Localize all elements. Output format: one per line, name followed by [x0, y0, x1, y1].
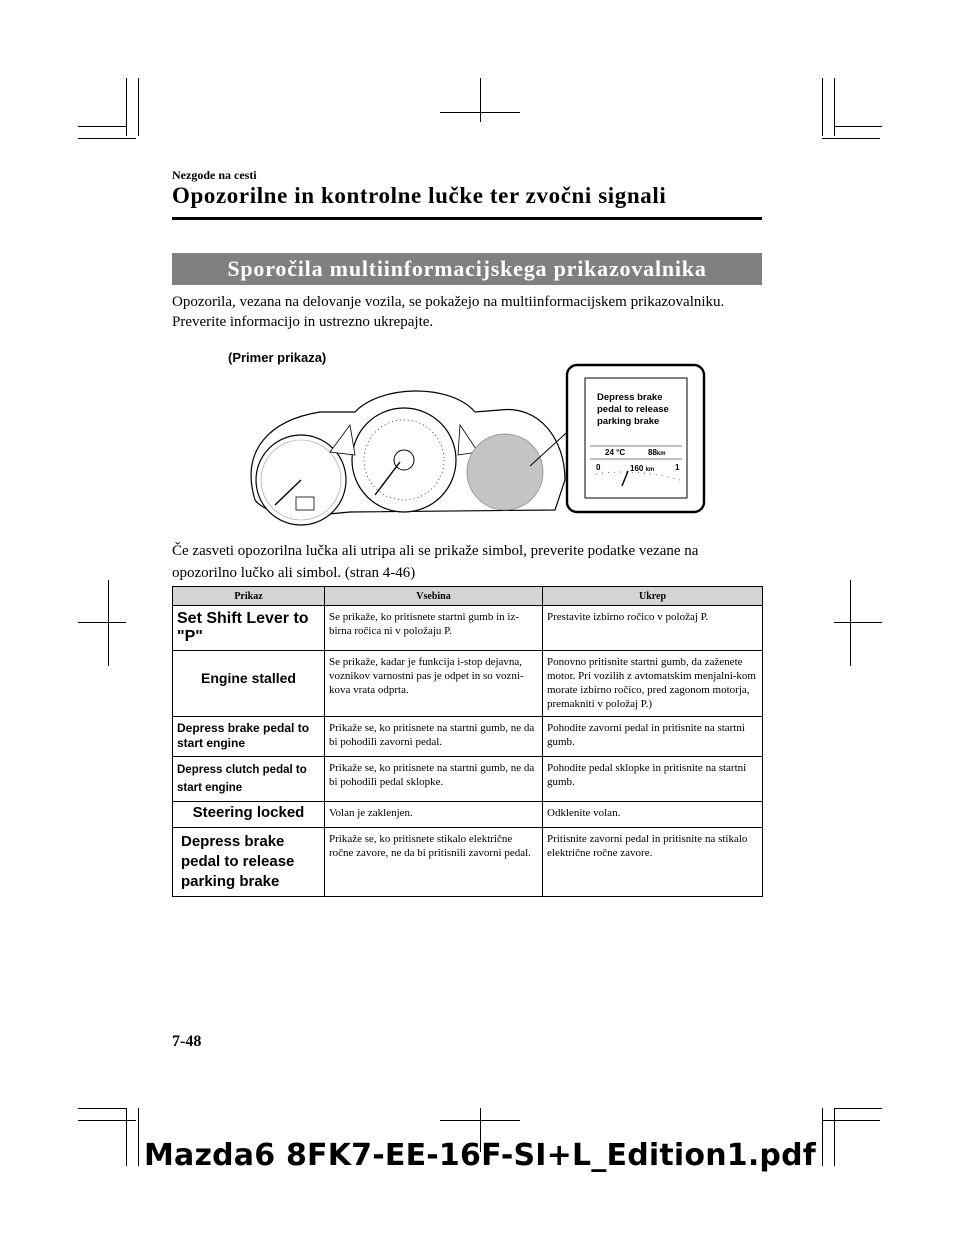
action-cell: Pritisnite zavorni pedal in pritisnite na stikalo električne ročne zavore.: [543, 828, 763, 897]
action-cell: Ponovno pritisnite startni gumb, da zaženete motor. Pri vozilih z avtomatskim menjalni-kom morate izbirno ročico, pred zagonom motorja, premakniti v položaj P.): [543, 651, 763, 717]
callout-line-2: pedal to release: [597, 404, 669, 415]
table-row: [173, 828, 763, 897]
intro-line-1: Opozorila, vezana na delovanje vozila, se pokažejo na multiinformacijskem prikazovalniku.: [172, 294, 725, 310]
content-cell: Volan je zaklenjen.: [325, 802, 543, 828]
action-cell: Prestavite izbirno ročico v položaj P.: [543, 606, 763, 651]
instrument-cluster-figure: [0, 345, 960, 535]
range-readout: [648, 448, 666, 457]
content-cell: Prikaže se, ko pritisnete na startni gumb, ne da bi pohodili pedal sklopke.: [325, 757, 543, 802]
range-unit: km: [656, 451, 666, 457]
messages-table: [172, 586, 763, 897]
display-label: Engine stalled: [201, 670, 296, 686]
display-text: [173, 717, 325, 757]
after-line-1: Če zasveti opozorilna lučka ali utripa ali se prikaže simbol, preverite podatke vezane na: [172, 543, 699, 559]
header-ukrep: Ukrep: [543, 587, 763, 606]
display-text: [173, 651, 325, 717]
section-title: Opozorilne in kontrolne lučke ter zvočni signali: [172, 183, 667, 208]
cluster-bezel-left: [330, 425, 355, 455]
display-label: Depress brake pedal to start engine: [177, 721, 310, 750]
table-row: [173, 757, 763, 802]
display-text: [173, 828, 325, 897]
display-text: [173, 606, 325, 651]
table-row: [173, 651, 763, 717]
odometer-unit: km: [645, 467, 655, 473]
multi-info-display: [467, 434, 543, 510]
display-label: Steering locked: [192, 804, 305, 821]
speedometer: [352, 408, 456, 512]
title-rule: [172, 217, 762, 220]
display-label: Depress clutch pedal to start engine: [177, 764, 307, 794]
table-row: [173, 606, 763, 651]
table-header-row: [173, 587, 763, 606]
temperature-readout: 24 °C: [605, 448, 626, 457]
content-cell: Se prikaže, kadar je funkcija i-stop dejavna, voznikov varnostni pas je odpet in so vozni-kova vrata odprta.: [325, 651, 543, 717]
after-line-2: opozorilno lučko ali simbol. (stran 4-46): [172, 565, 416, 581]
header-prikaz: Prikaz: [173, 587, 325, 606]
table-row: [173, 717, 763, 757]
intro-line-2: Preverite informacijo in ustrezno ukrepajte.: [172, 314, 434, 330]
callout-line-3: parking brake: [597, 416, 660, 427]
figure-caption: (Primer prikaza): [228, 350, 327, 365]
subsection-banner: Sporočila multiinformacijskega prikazovalnika: [172, 253, 762, 285]
action-cell: Pohodite pedal sklopke in pritisnite na startni gumb.: [543, 757, 763, 802]
footer-filename: Mazda6 8FK7-EE-16F-SI+L_Edition1.pdf: [143, 1138, 817, 1173]
table-row: [173, 802, 763, 828]
odometer-value: 160: [630, 464, 644, 473]
intro-paragraph: [172, 292, 772, 332]
content-cell: Prikaže se, ko pritisnete na startni gumb, ne da bi pohodili zavorni pedal.: [325, 717, 543, 757]
content-cell: Prikaže se, ko pritisnete stikalo električne ročne zavore, ne da bi pritisnili zavorni pedal.: [325, 828, 543, 897]
callout-message: [597, 392, 669, 428]
display-label: Depress brake pedal to release parking brake: [181, 833, 295, 890]
gauge-min-label: 0: [596, 463, 601, 472]
header-vsebina: Vsebina: [325, 587, 543, 606]
callout-line-1: Depress brake: [597, 392, 663, 403]
odometer-readout: [630, 464, 654, 473]
display-text: [173, 757, 325, 802]
content-cell: Se prikaže, ko pritisnete startni gumb in iz-birna ročica ni v položaju P.: [325, 606, 543, 651]
breadcrumb: Nezgode na cesti: [172, 168, 257, 182]
action-cell: Pohodite zavorni pedal in pritisnite na startni gumb.: [543, 717, 763, 757]
display-label: Set Shift Lever to "P": [177, 610, 309, 645]
display-text: [173, 802, 325, 828]
page-number: 7-48: [172, 1033, 202, 1050]
range-value: 88: [648, 448, 657, 457]
after-figure-paragraph: [172, 540, 772, 584]
gauge-max-label: 1: [675, 463, 680, 472]
action-cell: Odklenite volan.: [543, 802, 763, 828]
